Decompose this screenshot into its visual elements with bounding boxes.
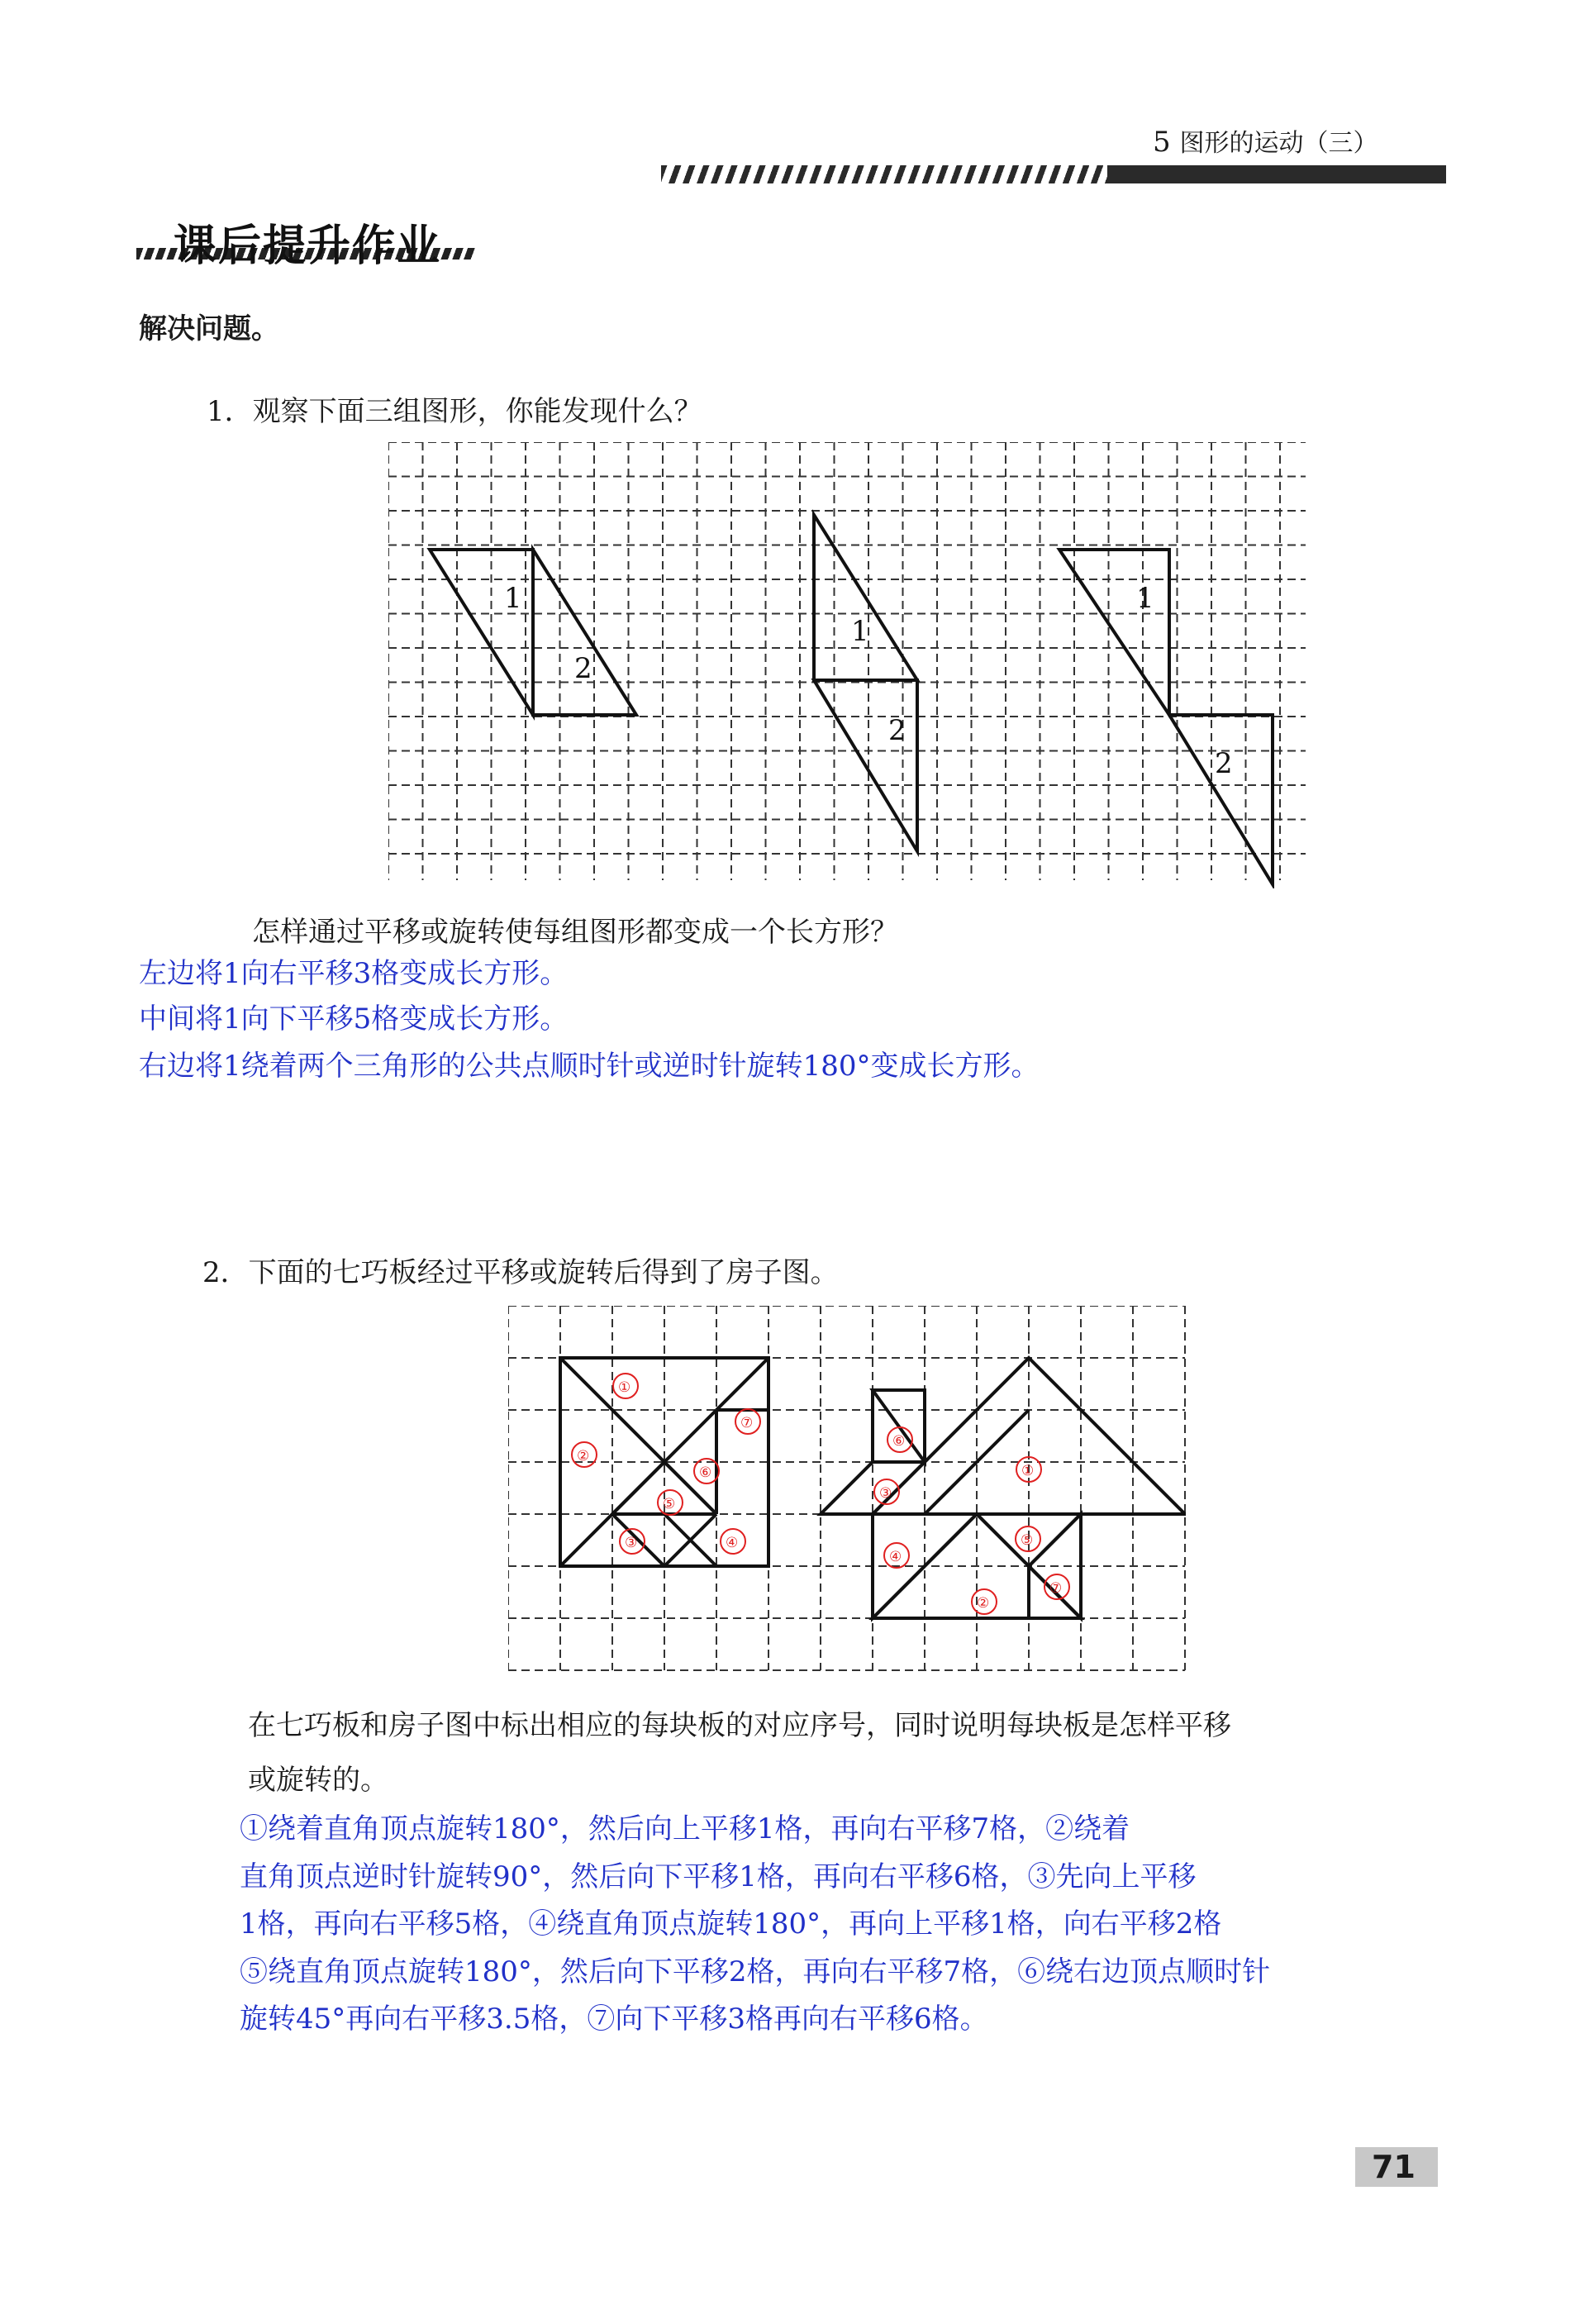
q2-instruction-line2: 或旋转的。 <box>248 1764 388 1797</box>
house-label-2: ② <box>977 1595 990 1612</box>
chapter-number: 5 <box>1153 126 1171 159</box>
q1-sub-prompt: 怎样通过平移或旋转使每组图形都变成一个长方形？ <box>252 916 898 949</box>
q1-right-label-1: 1 <box>1136 582 1154 615</box>
q2-answer-2: 直角顶点逆时针旋转90°，然后向下平移1格，再向右平移6格，③先向上平移 <box>240 1860 1197 1893</box>
tangram-label-4: ④ <box>726 1535 739 1551</box>
q2-answer-3: 1格，再向右平移5格，④绕直角顶点旋转180°，再向上平移1格，向右平移2格 <box>240 1907 1222 1941</box>
chapter-title <box>1153 122 1378 159</box>
q1-left-shape-2 <box>533 550 636 715</box>
house-label-4: ④ <box>889 1549 902 1565</box>
q2-answer-1: ①绕着直角顶点旋转180°，然后向上平移1格，再向右平移7格，②绕着 <box>240 1812 1130 1845</box>
q1-right-shape-2 <box>1169 715 1273 884</box>
q1-prompt: 1．观察下面三组图形，你能发现什么？ <box>207 395 702 428</box>
house-label-5: ⑤ <box>1021 1532 1034 1549</box>
q2-grid-figure <box>508 1306 1186 1686</box>
q1-middle-label-1: 1 <box>851 615 869 648</box>
tangram-label-5: ⑤ <box>663 1496 676 1512</box>
q2-prompt: 2．下面的七巧板经过平移或旋转后得到了房子图。 <box>202 1256 839 1289</box>
q2-answer-5: 旋转45°再向右平移3.5格，⑦向下平移3格再向右平移6格。 <box>240 2003 988 2036</box>
q1-middle-shape-1 <box>814 515 917 680</box>
q1-middle-label-2: 2 <box>888 714 906 747</box>
header-decor-solid <box>1107 165 1446 183</box>
page-number: 71 <box>1372 2149 1416 2185</box>
house-label-6: ⑥ <box>892 1433 906 1450</box>
task-heading: 解决问题。 <box>139 312 279 345</box>
q1-left-shape-1 <box>430 550 533 715</box>
q2-instruction-line1: 在七巧板和房子图中标出相应的每块板的对应序号，同时说明每块板是怎样平移 <box>248 1709 1231 1742</box>
q1-answer-3: 右边将1绕着两个三角形的公共点顺时针或逆时针旋转180°变成长方形。 <box>139 1050 1040 1083</box>
tangram-label-7: ⑦ <box>740 1415 754 1431</box>
q1-left-label-2: 2 <box>574 652 592 685</box>
tangram-label-6: ⑥ <box>699 1464 712 1481</box>
q1-grid-figure <box>388 442 1306 888</box>
q1-right-label-2: 2 <box>1215 747 1233 780</box>
q1-left-label-1: 1 <box>504 582 522 615</box>
tangram-label-3: ③ <box>625 1535 638 1551</box>
q2-answer-4: ⑤绕直角顶点旋转180°，然后向下平移2格，再向右平移7格，⑥绕右边顶点顺时针 <box>240 1955 1271 1988</box>
q1-right-shape-1 <box>1059 550 1169 715</box>
q1-answer-2: 中间将1向下平移5格变成长方形。 <box>139 1002 569 1036</box>
chapter-name: 图形的运动（三） <box>1179 129 1378 158</box>
house-label-7: ⑦ <box>1049 1580 1063 1597</box>
house-label-3: ③ <box>879 1485 892 1502</box>
tangram-label-2: ② <box>577 1448 590 1464</box>
tangram-label-1: ① <box>618 1379 631 1396</box>
house-label-1: ① <box>1021 1463 1035 1479</box>
section-title: 课后提升作业 <box>174 221 442 271</box>
q1-answer-1: 左边将1向右平移3格变成长方形。 <box>139 957 569 990</box>
q1-middle-shape-2 <box>814 680 917 851</box>
